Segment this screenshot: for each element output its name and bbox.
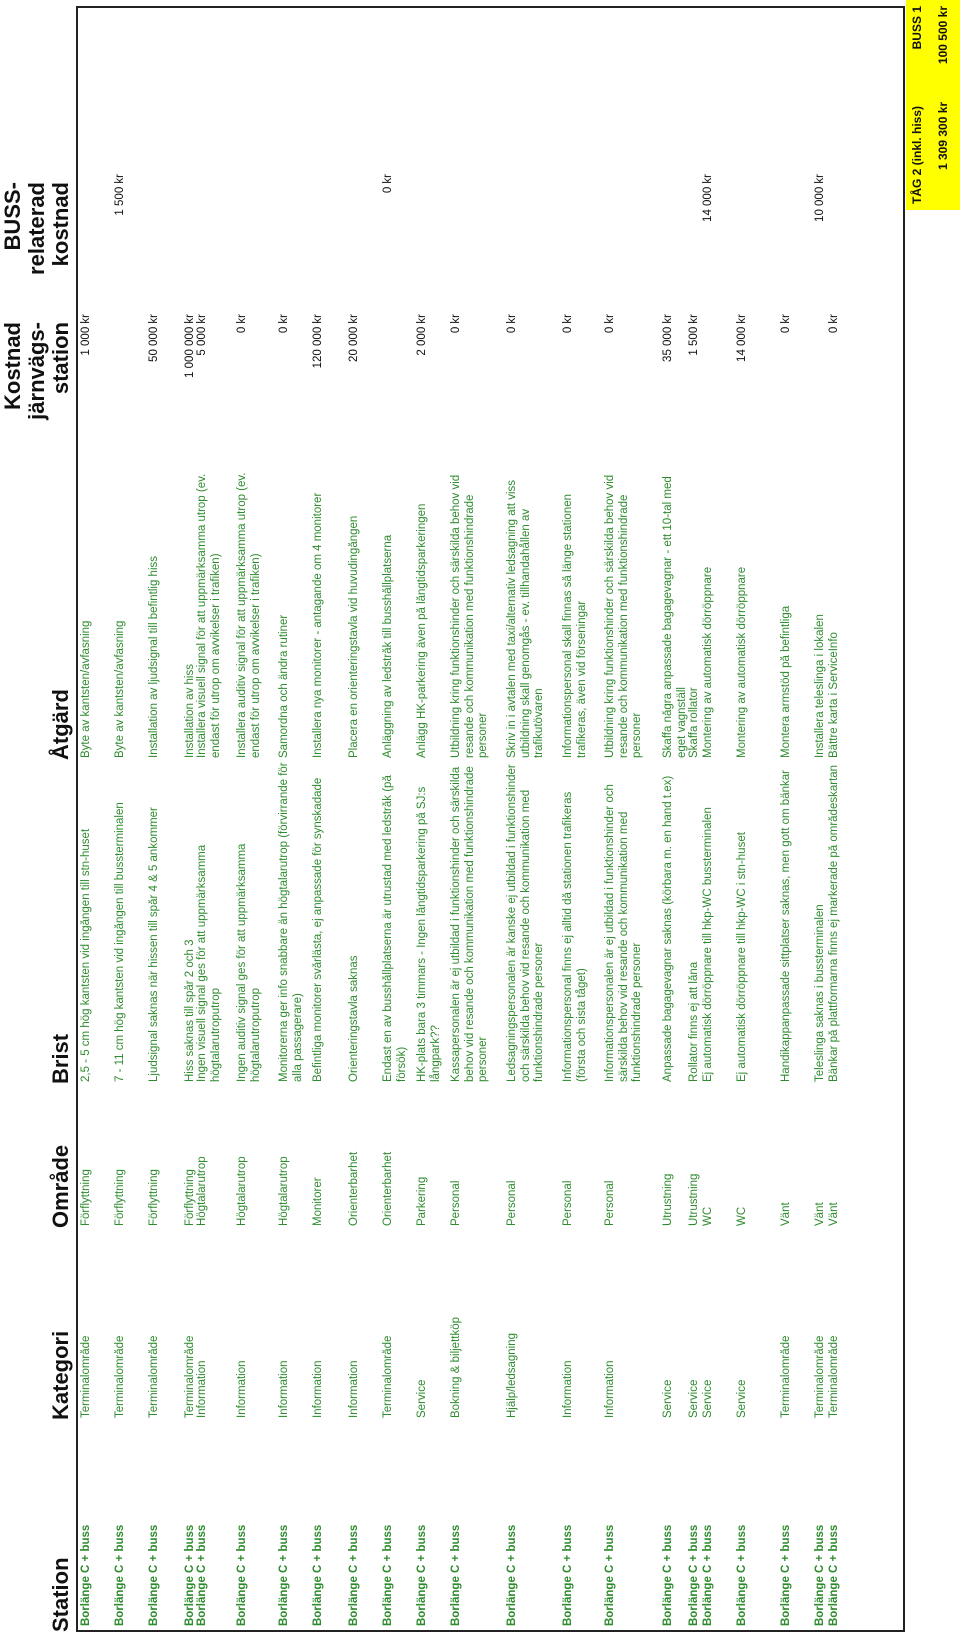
cell-atgard: Montera armstöd på befintliga: [780, 605, 792, 758]
cell-kostnad-jarnvag: [114, 314, 146, 450]
cell-kostnad-jarnvag: 0 kr: [562, 314, 574, 334]
cell-station: Borlänge C + buss: [662, 1524, 674, 1626]
cell-kostnad-buss: [236, 174, 276, 304]
cell-atgard: Anläggning av ledstråk till busshållplatserna: [382, 534, 394, 758]
cell-atgard: Installera visuell signal för att uppmärksamma utrop (ev. endast för utrop om avvikelser i trafiken): [196, 473, 222, 758]
cell-station: Borlänge C + buss: [382, 1524, 394, 1626]
table-row: [114, 10, 146, 1630]
cell-atgard: Utbildning kring funktionshinder och särskilda behov vid resande och kommunikation med funktionshindrade personer: [604, 474, 643, 758]
cell-kostnad-buss: 10 000 kr: [814, 174, 826, 222]
cell-kategori: Terminalområde: [814, 1335, 826, 1418]
cell-omrade: Personal: [506, 1180, 518, 1226]
cell-kostnad-buss: [450, 174, 504, 304]
header-kostnad-jarnvag-line3: station: [48, 322, 73, 395]
cell-station: Borlänge C + buss: [562, 1524, 574, 1626]
table-row: [416, 10, 448, 1630]
cell-station: Borlänge C + buss: [604, 1524, 616, 1626]
header-kategori: Kategori: [48, 1330, 73, 1420]
cell-kategori: Information: [348, 1360, 360, 1418]
cell-brist: Bänkar på plattformarna finns ej markerade på områdeskartan: [828, 764, 840, 1082]
cell-atgard: Installation av ljudsignal till befintlig hiss: [148, 556, 160, 758]
cell-kategori: Service: [702, 1379, 714, 1418]
cell-station: Borlänge C + buss: [80, 1524, 92, 1626]
cell-kostnad-jarnvag: 0 kr: [278, 314, 290, 334]
table-row: [312, 10, 346, 1630]
cell-kostnad-buss: [278, 174, 310, 304]
table-row: [80, 10, 112, 1630]
cell-kategori: Information: [236, 1360, 248, 1418]
cell-brist: HK-plats bara 3 timmars - Ingen långtidsparkering på SJ:s långpark??: [416, 786, 442, 1082]
cell-kostnad-buss: [506, 174, 560, 304]
deficiency-table: [76, 6, 905, 1632]
cell-kostnad-jarnvag: 1 500 kr: [688, 314, 700, 356]
cell-brist: Anpassade bagagevagnar saknas (körbara m. en hand t.ex): [662, 775, 674, 1082]
cell-kategori: Service: [662, 1379, 674, 1418]
cell-brist: Monitorerna ger info snabbare än högtalarutrop (förvirrande för alla passagerare): [278, 762, 304, 1082]
cell-omrade: WC: [702, 1206, 714, 1226]
cell-kategori: Terminalområde: [80, 1335, 92, 1418]
header-brist: Brist: [48, 1033, 73, 1084]
cell-kostnad-buss: [348, 174, 380, 304]
cell-kostnad-buss: [196, 174, 234, 304]
table-row: [382, 10, 414, 1630]
cell-omrade: Parkering: [416, 1176, 428, 1226]
cell-omrade: Personal: [450, 1180, 462, 1226]
cell-omrade: Högtalarutrop: [236, 1156, 248, 1226]
cell-kategori: Bokning & biljettköp: [450, 1316, 462, 1418]
cell-kostnad-buss: [184, 174, 196, 304]
cell-omrade: Monitorer: [312, 1177, 324, 1226]
cell-kostnad-jarnvag: 2 000 kr: [416, 314, 428, 356]
cell-brist: 2,5 - 5 cm hög kantsten vid ingången till stn-huset: [80, 828, 92, 1082]
cell-omrade: Förflyttning: [184, 1169, 196, 1226]
cell-station: Borlänge C + buss: [114, 1524, 126, 1626]
cell-brist: Endast en av busshållplatserna är utrustad med ledstråk (på försök): [382, 775, 408, 1082]
header-atgard: Åtgärd: [48, 689, 73, 760]
table-row: [688, 10, 702, 1630]
cell-omrade: Högtalarutrop: [278, 1156, 290, 1226]
table-row: [702, 10, 734, 1630]
table-row: [348, 10, 380, 1630]
cell-omrade: Förflyttning: [148, 1169, 160, 1226]
cell-station: Borlänge C + buss: [506, 1524, 518, 1626]
summary-tag-label: TÅG 2 (inkl. hiss): [910, 105, 924, 204]
cell-kostnad-jarnvag: [814, 314, 828, 450]
cell-atgard: Montering av automatisk dörröppnare: [736, 566, 748, 758]
cell-station: Borlänge C + buss: [780, 1524, 792, 1626]
cell-brist: Ledsagningspersonalen är kanske ej utbildad i funktionshinder och särskilda behov vid resande och kommunikation med funktionshindrade personer: [506, 764, 545, 1082]
cell-station: Borlänge C + buss: [736, 1524, 748, 1626]
header-kostnad-buss-line1: BUSS-: [0, 182, 25, 251]
summary-tag-total: 1 309 300 kr: [936, 101, 950, 170]
cell-omrade: Vänt: [780, 1202, 792, 1226]
cell-kategori: Terminalområde: [114, 1335, 126, 1418]
cell-kostnad-buss: [828, 174, 858, 304]
cell-kostnad-jarnvag: 20 000 kr: [348, 314, 360, 362]
cell-kategori: Terminalområde: [780, 1335, 792, 1418]
cell-kostnad-jarnvag: 1 000 000 kr: [184, 314, 196, 378]
cell-omrade: Orienterbarhet: [382, 1151, 394, 1226]
cell-kostnad-jarnvag: 0 kr: [236, 314, 248, 334]
table-row: [236, 10, 276, 1630]
cell-kostnad-buss: [416, 174, 448, 304]
cell-brist: Befintliga monitorer svårlästa, ej anpassade för synskadade: [312, 777, 324, 1082]
cell-station: Borlänge C + buss: [236, 1524, 248, 1626]
cell-omrade: Utrustning: [662, 1173, 674, 1226]
cell-kostnad-jarnvag: 0 kr: [506, 314, 518, 334]
cell-brist: 7 - 11 cm hög kantsten vid ingången till bussterminalen: [114, 802, 126, 1082]
cell-kostnad-jarnvag: [702, 314, 734, 450]
cell-atgard: Installera teleslinga i lokalen: [814, 614, 826, 758]
cell-kategori: Information: [196, 1360, 208, 1418]
cell-brist: Handikappanpassade sittplatser saknas, men gott om bänkar: [780, 770, 792, 1082]
cell-kostnad-jarnvag: 14 000 kr: [736, 314, 748, 362]
cell-kategori: Information: [604, 1360, 616, 1418]
cell-kostnad-buss: [736, 174, 778, 304]
cell-atgard: Skaffa rollator: [688, 687, 700, 758]
cell-atgard: Installera auditiv signal för att uppmärksamma utrop (ev. endast för utrop om avvikelser i trafiken): [236, 472, 262, 758]
cell-brist: Hiss saknas till spår 2 och 3: [184, 939, 196, 1082]
table-row: [828, 10, 858, 1630]
cell-station: Borlänge C + buss: [416, 1524, 428, 1626]
cell-kostnad-jarnvag: [382, 314, 414, 450]
cell-kostnad-jarnvag: 35 000 kr: [662, 314, 674, 362]
header-kostnad-jarnvag-line1: Kostnad: [0, 322, 25, 410]
cell-station: Borlänge C + buss: [450, 1524, 462, 1626]
header-kostnad-buss-line3: kostnad: [48, 182, 73, 267]
cell-atgard: Placera en orienteringstavla vid huvudingången: [348, 515, 360, 758]
cell-omrade: Förflyttning: [80, 1169, 92, 1226]
cell-kostnad-buss: [562, 174, 602, 304]
cell-kategori: Terminalområde: [382, 1335, 394, 1418]
cell-brist: Orienteringstavla saknas: [348, 955, 360, 1082]
summary-buss-total: 100 500 kr: [936, 6, 950, 65]
table-row: [184, 10, 196, 1630]
cell-kategori: Hjälp/ledsagning: [506, 1332, 518, 1418]
cell-brist: Ingen visuell signal ges för att uppmärksamma högtalarutroputrop: [196, 844, 222, 1082]
cell-atgard: Bättre karta i ServiceInfo: [828, 632, 840, 758]
table-row: [814, 10, 828, 1630]
cell-kategori: Terminalområde: [828, 1335, 840, 1418]
header-omrade: Område: [48, 1144, 73, 1228]
cell-atgard: Byte av kantsten/avfasning: [80, 620, 92, 758]
cell-kategori: Service: [416, 1379, 428, 1418]
cell-kostnad-jarnvag: 120 000 kr: [312, 314, 324, 369]
cell-kostnad-buss: 0 kr: [382, 174, 394, 194]
cell-brist: Rollator finns ej att låna: [688, 961, 700, 1082]
cell-omrade: Högtalarutrop: [196, 1156, 208, 1226]
cell-brist: Kassapersonalen är ej utbildad i funktionshinder och särskilda behov vid resande och kommunikation med funktionshindrade personer: [450, 766, 489, 1082]
table-row: [736, 10, 778, 1630]
cell-station: Borlänge C + buss: [148, 1524, 160, 1626]
cell-kostnad-buss: [80, 174, 112, 304]
cell-omrade: Personal: [604, 1180, 616, 1226]
cell-kostnad-buss: [604, 174, 660, 304]
cell-atgard: Anlägg HK-parkering även på långtidsparkeringen: [416, 503, 428, 758]
table-row: [662, 10, 688, 1630]
cell-omrade: Vänt: [828, 1202, 840, 1226]
cell-station: Borlänge C + buss: [348, 1524, 360, 1626]
cell-kostnad-jarnvag: 50 000 kr: [148, 314, 160, 362]
cell-omrade: WC: [736, 1206, 748, 1226]
cell-kostnad-jarnvag: 0 kr: [828, 314, 840, 334]
cell-kategori: Service: [736, 1379, 748, 1418]
cell-station: Borlänge C + buss: [312, 1524, 324, 1626]
cell-station: Borlänge C + buss: [184, 1524, 196, 1626]
cell-station: Borlänge C + buss: [814, 1524, 826, 1626]
table-row: [562, 10, 602, 1630]
cell-atgard: Montering av automatisk dörröppnare: [702, 566, 714, 758]
cell-kostnad-jarnvag: 0 kr: [450, 314, 462, 334]
cell-omrade: Orienterbarhet: [348, 1151, 360, 1226]
cell-kostnad-jarnvag: 1 000 kr: [80, 314, 92, 356]
cell-kostnad-buss: [662, 174, 688, 304]
cell-atgard: Installera nya monitorer - antagande om 4 monitorer: [312, 492, 324, 758]
cell-brist: Ingen auditiv signal ges för att uppmärksamma högtalarutroputrop: [236, 843, 262, 1082]
cell-atgard: Informationspersonal skall finnas så länge stationen trafikeras, även vid förseningar: [562, 493, 588, 758]
cell-kostnad-buss: [688, 174, 702, 304]
cell-brist: Teleslinga saknas i bussterminalen: [814, 904, 826, 1082]
cell-kategori: Information: [312, 1360, 324, 1418]
cell-station: Borlänge C + buss: [828, 1524, 840, 1626]
cell-kostnad-buss: [148, 174, 182, 304]
cell-station: Borlänge C + buss: [688, 1524, 700, 1626]
cell-atgard: Utbildning kring funktionshinder och särskilda behov vid resande och kommunikation med funktionshindrade personer: [450, 474, 489, 758]
cell-atgard: Samordna och ändra rutiner: [278, 614, 290, 758]
cell-atgard: Skriv in i avtalen med taxi/alternativ ledsagning att viss utbildning skall genomgås - ev. tillhandahållen av trafikutövaren: [506, 479, 545, 758]
table-row: [604, 10, 660, 1630]
cell-kostnad-jarnvag: 0 kr: [604, 314, 616, 334]
table-row: [780, 10, 812, 1630]
header-kostnad-buss-line2: relaterad: [24, 182, 49, 275]
cell-kategori: Terminalområde: [184, 1335, 196, 1418]
cell-kostnad-jarnvag: 5 000 kr: [196, 314, 208, 356]
cell-brist: Ej automatisk dörröppnare till hkp-WC i stn-huset: [736, 832, 748, 1082]
cell-kostnad-jarnvag: 0 kr: [780, 314, 792, 334]
table-header: [0, 0, 74, 1640]
cell-station: Borlänge C + buss: [278, 1524, 290, 1626]
cell-station: Borlänge C + buss: [702, 1524, 714, 1626]
cell-station: Borlänge C + buss: [196, 1524, 208, 1626]
table-row: [506, 10, 560, 1630]
table-row: [450, 10, 504, 1630]
table-row: [278, 10, 310, 1630]
summary-buss-label: BUSS 1: [910, 6, 924, 50]
cell-omrade: Personal: [562, 1180, 574, 1226]
cell-kostnad-buss: [312, 174, 346, 304]
table-row: [148, 10, 182, 1630]
cell-brist: Ljudsignal saknas när hissen till spår 4 & 5 ankommer: [148, 807, 160, 1082]
cell-kategori: Terminalområde: [148, 1335, 160, 1418]
cell-kategori: Service: [688, 1379, 700, 1418]
header-station: Station: [48, 1557, 73, 1632]
cell-kategori: Information: [562, 1360, 574, 1418]
summary-box: [906, 0, 960, 210]
header-kostnad-jarnvag-line2: järnvägs-: [24, 322, 49, 420]
cell-omrade: Utrustning: [688, 1173, 700, 1226]
cell-brist: Informationspersonalen är ej utbildad i funktionshinder och särskilda behov vid resande och kommunikation med funktionshindrade personer: [604, 784, 643, 1082]
cell-kostnad-buss: 14 000 kr: [702, 174, 714, 222]
cell-atgard: Skaffa några anpassade bagagevagnar - ett 10-tal med eget vagnställ: [662, 476, 688, 758]
cell-omrade: Vänt: [814, 1202, 826, 1226]
cell-omrade: Förflyttning: [114, 1169, 126, 1226]
cell-brist: Informationspersonal finns ej alltid då stationen trafikeras (första och sista tåget): [562, 791, 588, 1082]
table-row: [196, 10, 234, 1630]
cell-kategori: Information: [278, 1360, 290, 1418]
cell-brist: Ej automatisk dörröppnare till hkp-WC bussterminalen: [702, 807, 714, 1082]
cell-kostnad-buss: [780, 174, 812, 304]
cell-atgard: Byte av kantsten/avfasning: [114, 620, 126, 758]
cell-atgard: Installation av hiss: [184, 664, 196, 758]
cell-kostnad-buss: 1 500 kr: [114, 174, 126, 216]
